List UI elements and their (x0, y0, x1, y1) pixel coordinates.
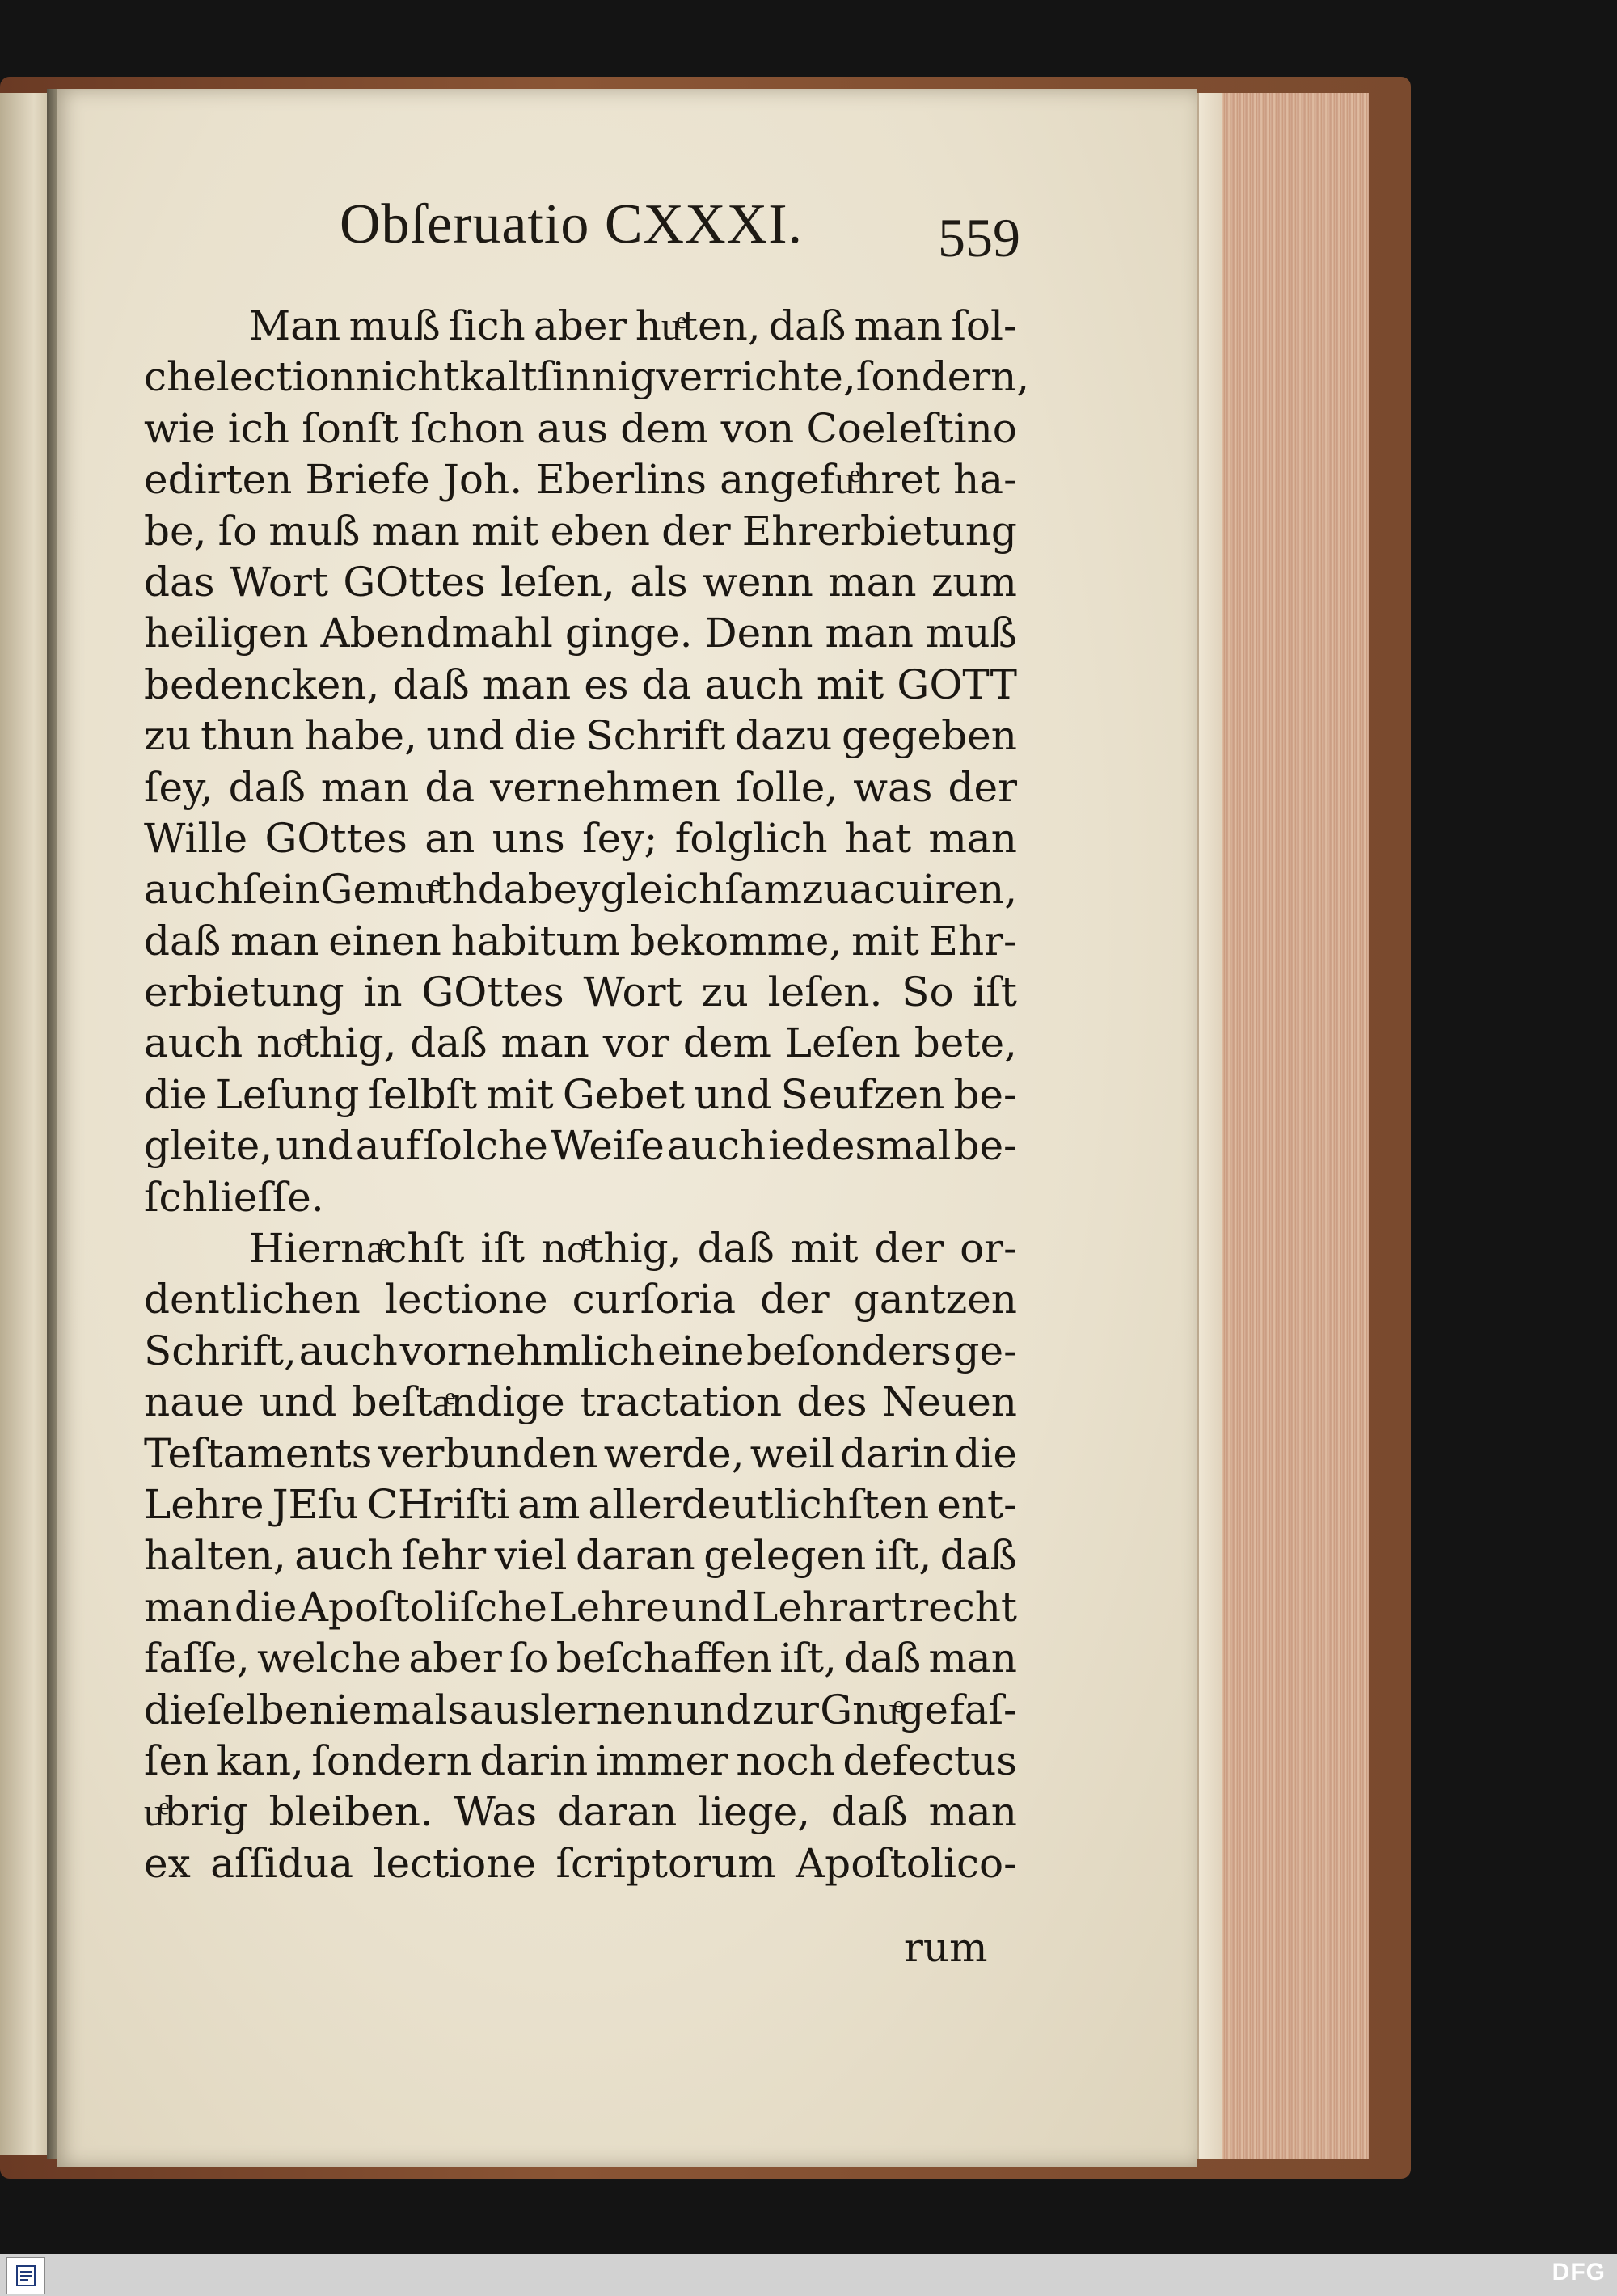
text-line: gleite, und auf ſolche Weiſe auch iedesmal be- (144, 1122, 1017, 1170)
page-number: 559 (938, 207, 1020, 268)
text-line: wie ich ſonſt ſchon aus dem von Coeleſtino (144, 404, 1017, 452)
text-line: ex aſſidua lectione ſcriptorum Apoſtolico- (144, 1839, 1017, 1887)
text-line: Teſtaments verbunden werde, weil darin die (144, 1429, 1017, 1477)
text-line: das Wort GOttes leſen, als wenn man zum (144, 558, 1017, 606)
text-line: Hiernaͤchſt iſt noͤthig, daß mit der or- (249, 1225, 1017, 1273)
text-line: Man muß ſich aber huͤten, daß man ſol- (249, 302, 1017, 349)
text-line: man die Apoſtoliſche Lehre und Lehrart recht (144, 1583, 1017, 1631)
text-line: uͤbrig bleiben. Was daran liege, daß man (144, 1788, 1017, 1836)
text-line: edirten Briefe Joh. Eberlins angefuͤhret ha- (144, 456, 1017, 504)
library-logo-icon[interactable] (6, 2257, 45, 2294)
text-line: naue und beſtaͤndige tractation des Neuen (144, 1378, 1017, 1426)
text-line: die Leſung ſelbſt mit Gebet und Seufzen be- (144, 1070, 1017, 1118)
text-line: daß man einen habitum bekomme, mit Ehr- (144, 917, 1017, 964)
text-line: che lection nicht kaltſinnig verrichte, ſondern, (144, 353, 1030, 401)
text-line: dentlichen lectione curſoria der gantzen (144, 1276, 1017, 1323)
text-line: Schrift, auch vornehmlich eine beſonders ge- (144, 1327, 1017, 1374)
dfg-logo[interactable]: DFG (1552, 2259, 1606, 2285)
text-line: erbietung in GOttes Wort zu leſen. So iſt (144, 969, 1017, 1016)
text-line: ſen kan, ſondern darin immer noch defectus (144, 1737, 1017, 1784)
catchword: rum (904, 1924, 988, 1971)
text-line: halten, auch ſehr viel daran gelegen iſt, daß (144, 1532, 1017, 1580)
viewer-footer-bar (0, 2254, 1617, 2296)
text-line: dieſelbe niemals auslernen und zur Gnuͤge faſ- (144, 1686, 1017, 1733)
text-line: bedencken, daß man es da auch mit GOTT (144, 661, 1017, 708)
text-line: ſey, daß man da vernehmen ſolle, was der (144, 763, 1017, 811)
text-line: Lehre JEſu CHriſti am allerdeutlichſten ent- (144, 1480, 1017, 1528)
text-line: heiligen Abendmahl ginge. Denn man muß (144, 610, 1017, 657)
text-line: be, ſo muß man mit eben der Ehrerbietung (144, 507, 1017, 555)
page-block-edges (1197, 93, 1369, 2159)
text-line: Wille GOttes an uns ſey; folglich hat man (144, 814, 1017, 862)
text-line: ſchlieſſe. (144, 1173, 324, 1221)
library-emblem-icon (14, 2264, 38, 2288)
body-text (144, 301, 1030, 1889)
text-line: faſſe, welche aber ſo beſchaffen iſt, daß man (144, 1635, 1017, 1682)
previous-page-edge (0, 93, 50, 2155)
text-line: auch noͤthig, daß man vor dem Leſen bete, (144, 1019, 1017, 1067)
running-head: Obſeruatio CXXXI. (340, 193, 804, 255)
text-line: zu thun habe, und die Schrift dazu gegeben (144, 712, 1017, 760)
text-line: auch ſein Gemuͤth dabey gleichſam zu acuiren, (144, 866, 1018, 914)
